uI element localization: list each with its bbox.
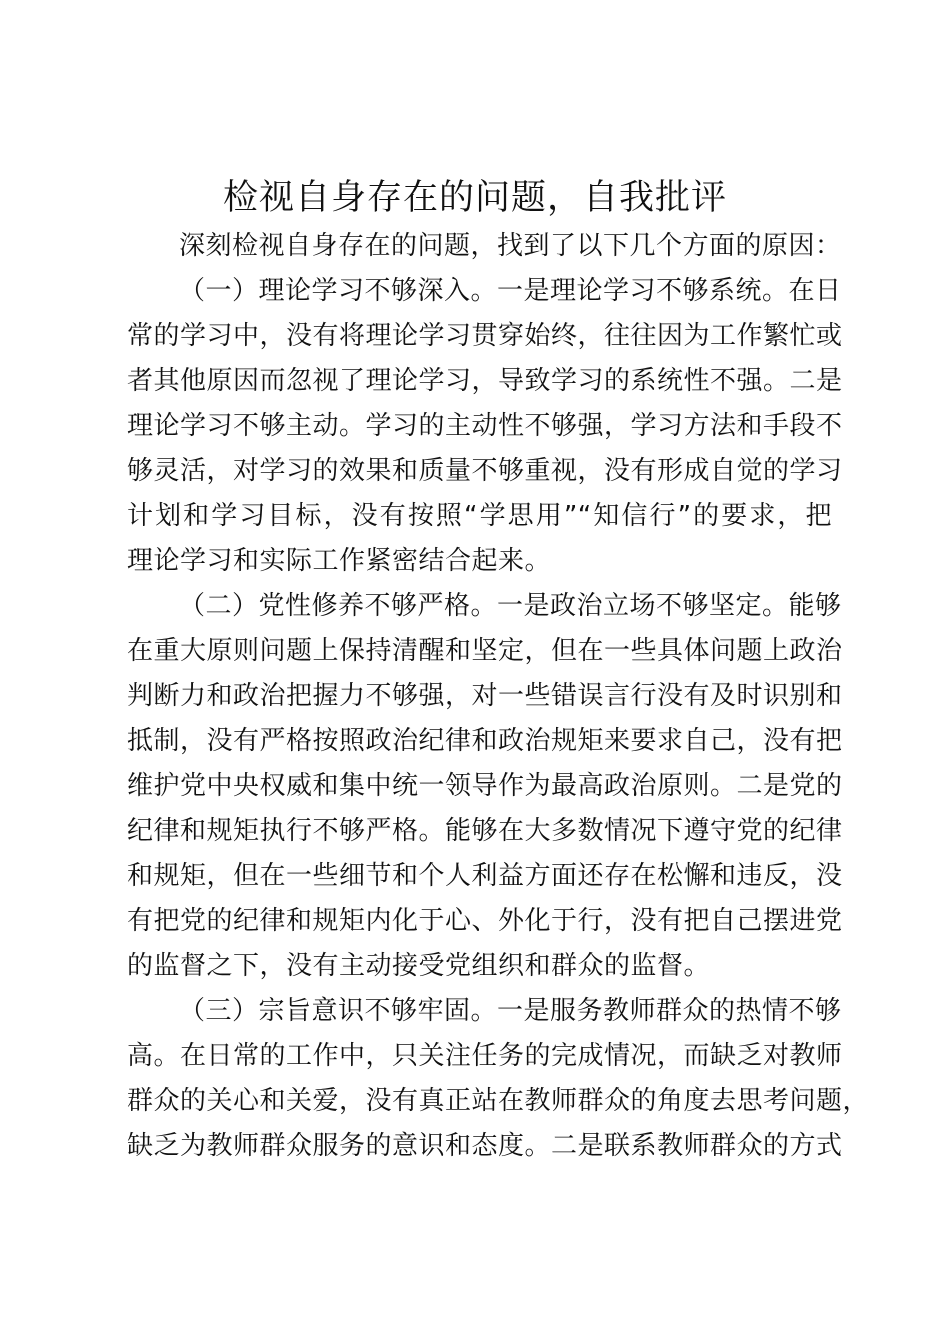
intro-line: 深刻检视自身存在的问题，找到了以下几个方面的原因： [179, 231, 842, 261]
paragraph-1-line: 够灵活，对学习的效果和质量不够重视，没有形成自觉的学习 [127, 456, 843, 486]
paragraph-2-line: （二）党性修养不够严格。一是政治立场不够坚定。能够 [179, 591, 842, 621]
paragraph-1-line: 理论学习和实际工作紧密结合起来。 [127, 546, 552, 576]
paragraph-2-line: 有把党的纪律和规矩内化于心、外化于行，没有把自己摆进党 [127, 906, 843, 936]
document-title: 检视自身存在的问题，自我批评 [222, 178, 727, 218]
paragraph-2-line: 在重大原则问题上保持清醒和坚定，但在一些具体问题上政治 [127, 636, 843, 666]
paragraph-3-line: （三）宗旨意识不够牢固。一是服务教师群众的热情不够 [179, 996, 842, 1026]
paragraph-1-line: 常的学习中，没有将理论学习贯穿始终，往往因为工作繁忙或 [127, 321, 843, 351]
paragraph-1-line: 计划和学习目标，没有按照“学思用”“知信行”的要求，把 [127, 501, 832, 531]
document-body [127, 224, 870, 1169]
paragraph-2-line: 和规矩，但在一些细节和个人利益方面还存在松懈和违反，没 [127, 861, 843, 891]
paragraph-3-line: 缺乏为教师群众服务的意识和态度。二是联系教师群众的方式 [127, 1131, 843, 1161]
paragraph-1-line: 者其他原因而忽视了理论学习，导致学习的系统性不强。二是 [127, 366, 843, 396]
paragraph-3-line: 群众的关心和关爱，没有真正站在教师群众的角度去思考问题， [127, 1086, 870, 1116]
paragraph-2-line: 抵制，没有严格按照政治纪律和政治规矩来要求自己，没有把 [127, 726, 843, 756]
paragraph-2-line: 的监督之下，没有主动接受党组织和群众的监督。 [127, 951, 711, 981]
paragraph-2-line: 判断力和政治把握力不够强，对一些错误言行没有及时识别和 [127, 681, 843, 711]
paragraph-3-line: 高。在日常的工作中，只关注任务的完成情况，而缺乏对教师 [127, 1041, 843, 1071]
paragraph-1-line: （一）理论学习不够深入。一是理论学习不够系统。在日 [179, 276, 842, 306]
paragraph-1-line: 理论学习不够主动。学习的主动性不够强，学习方法和手段不 [127, 411, 843, 441]
paragraph-2-line: 纪律和规矩执行不够严格。能够在大多数情况下遵守党的纪律 [127, 816, 843, 846]
paragraph-2-line: 维护党中央权威和集中统一领导作为最高政治原则。二是党的 [127, 771, 843, 801]
